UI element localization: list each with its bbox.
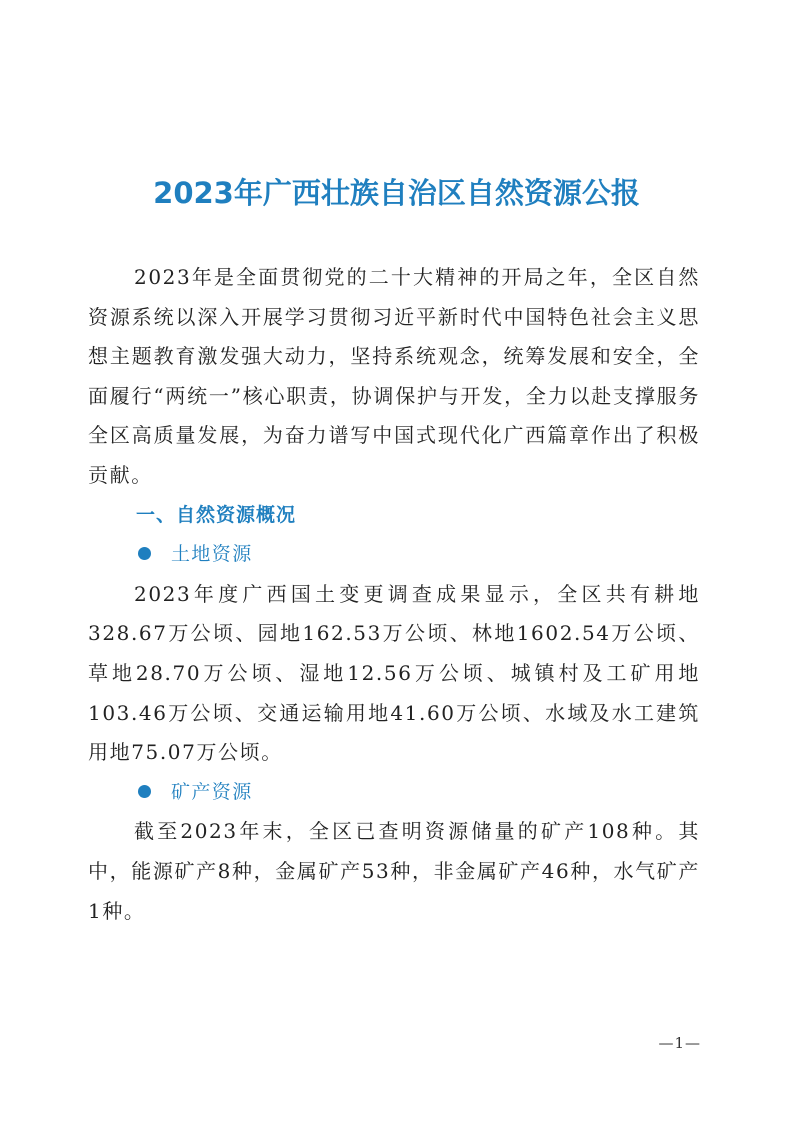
page-number: —1— (658, 1034, 701, 1052)
subheading-land-label: 土地资源 (171, 543, 253, 566)
intro-paragraph: 2023年是全面贯彻党的二十大精神的开局之年，全区自然资源系统以深入开展学习贯彻习近平新时代中国特色社会主义思想主题教育激发强大动力，坚持系统观念，统筹发展和安全，全面履行“两统一”核心职责，协调保护与开发，全力以赴支撑服务全区高质量发展，为奋力谱写中国式现代化广西篇章作出了积极贡献。 (88, 265, 700, 487)
document-title: 2023年广西壮族自治区自然资源公报 (153, 176, 640, 210)
land-resources-paragraph: 2023年度广西国土变更调查成果显示，全区共有耕地328.67万公顷、园地162.53万公顷、林地1602.54万公顷、草地28.70万公顷、湿地12.56万公顷、城镇村及工矿用地103.46万公顷、交通运输用地41.60万公顷、水域及水工建筑用地75.07万公顷。 (88, 581, 700, 765)
subheading-mineral-resources (88, 773, 700, 813)
subheading-mineral-label: 矿产资源 (171, 780, 253, 803)
bullet-icon (138, 785, 151, 798)
subheading-land-resources (88, 535, 700, 575)
bullet-icon (138, 547, 151, 560)
section-heading-natural-resources: 一、自然资源概况 (136, 503, 297, 526)
document-body (88, 258, 700, 931)
mineral-resources-paragraph: 截至2023年末，全区已查明资源储量的矿产108种。其中，能源矿产8种，金属矿产53种，非金属矿产46种，水气矿产1种。 (88, 819, 700, 923)
